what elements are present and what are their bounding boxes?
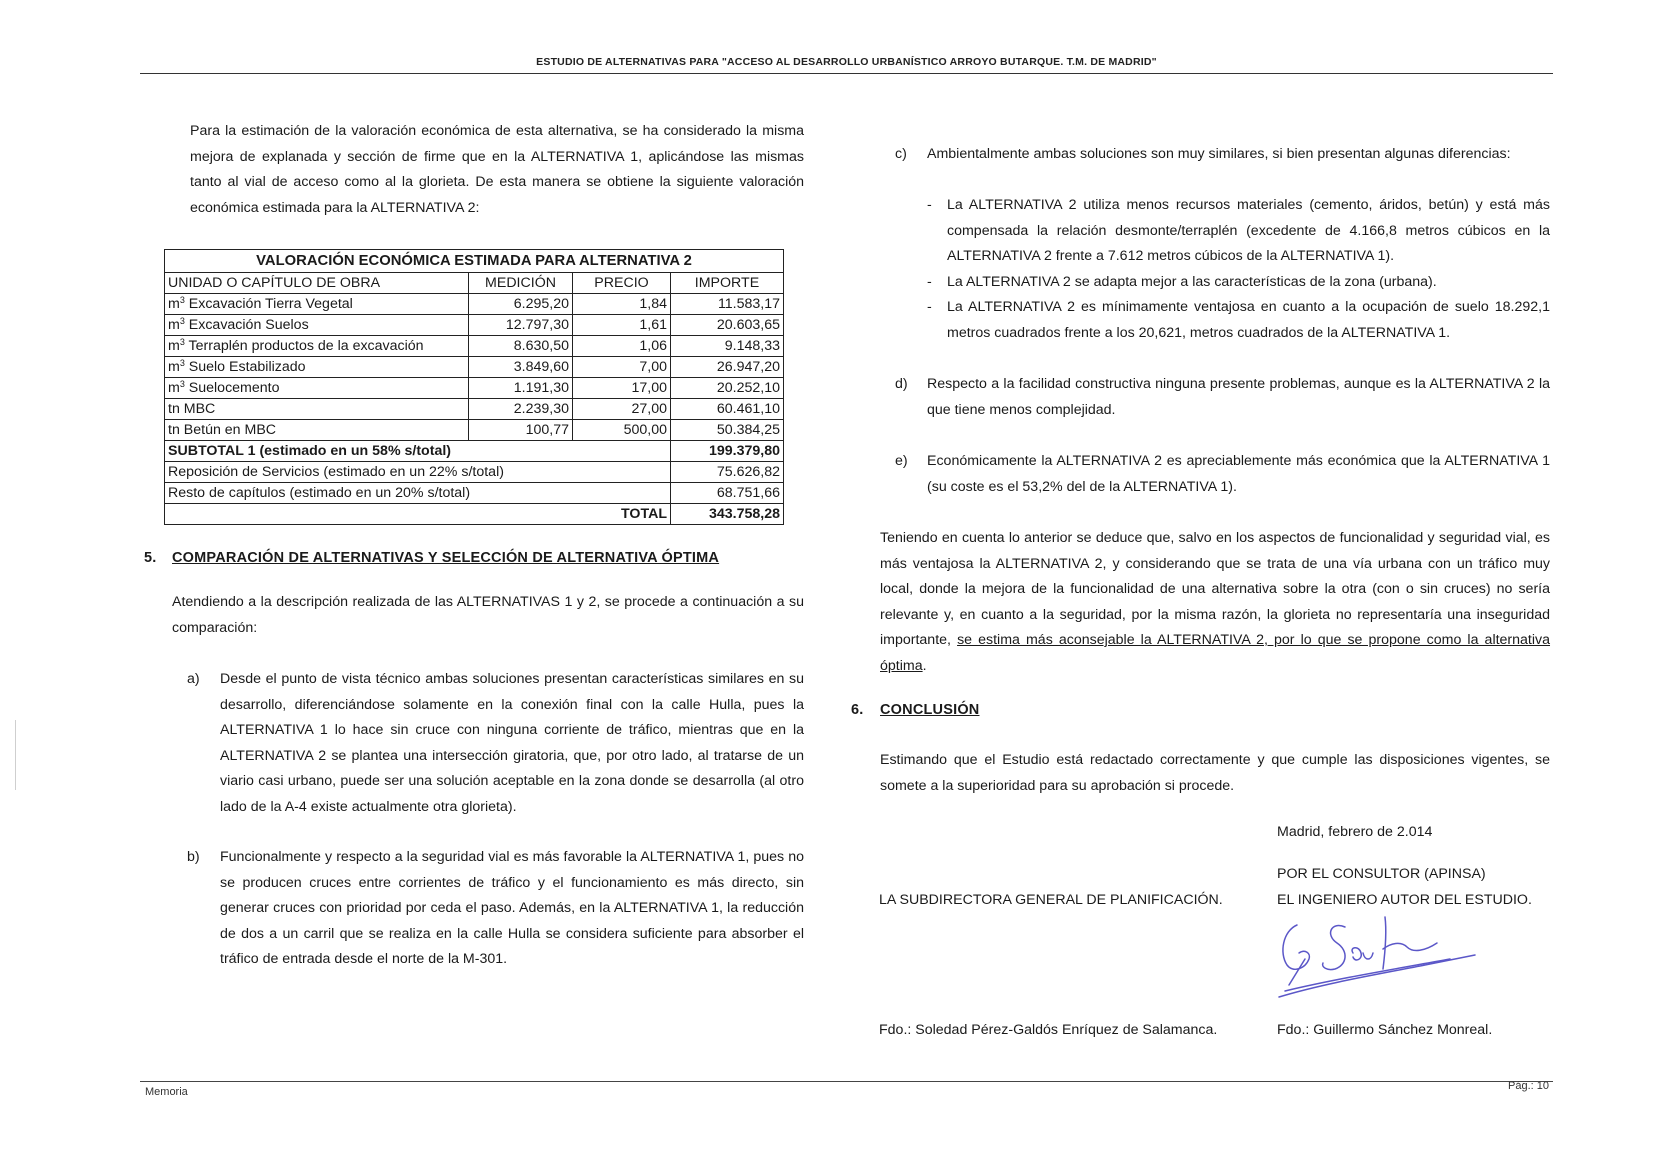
table-row	[165, 399, 784, 420]
row-unit: $m^3$ Suelocemento	[165, 378, 469, 399]
table-row	[165, 294, 784, 315]
item-b	[187, 845, 804, 973]
item-d-text: Respecto a la facilidad constructiva ninguna presente problemas, aunque es la ALTERNATIVA 2 la que tiene menos complejidad.	[927, 376, 1550, 418]
dash-item-3-text: La ALTERNATIVA 2 es mínimamente ventajosa en cuanto a la ocupación de suelo 18.292,1 metros cuadrados frente a los 20,621, metros cuadrados de la ALTERNATIVA 1.	[947, 299, 1550, 341]
row-medicion: 100,77	[469, 420, 573, 441]
row-precio: 1,61	[573, 315, 671, 336]
table-row	[165, 420, 784, 441]
header-rule	[140, 73, 1553, 74]
row-medicion: 3.849,60	[469, 357, 573, 378]
header-title: ESTUDIO DE ALTERNATIVAS PARA "ACCESO AL DESARROLLO URBANÍSTICO ARROYO BUTARQUE. T.M. DE MADRID"	[536, 56, 1157, 68]
row-precio: 1,06	[573, 336, 671, 357]
table-title-row	[165, 250, 784, 273]
row-importe: 20.603,65	[671, 315, 784, 336]
section-6-heading	[851, 702, 1551, 718]
row-precio: 17,00	[573, 378, 671, 399]
table-row	[165, 336, 784, 357]
reposicion-row	[165, 462, 784, 483]
row-importe: 9.148,33	[671, 336, 784, 357]
consultor-line-1: POR EL CONSULTOR (APINSA)	[1277, 866, 1486, 882]
scan-artifact	[15, 720, 16, 790]
conclusion-recommendation: se estima más aconsejable la ALTERNATIVA 2, por lo que se propone como la alternativa óptima	[880, 632, 1551, 674]
item-a	[187, 667, 804, 820]
signed-left: Fdo.: Soledad Pérez-Galdós Enríquez de Salamanca.	[879, 1022, 1218, 1038]
dash-marker: -	[927, 299, 932, 315]
section-5-heading	[144, 550, 804, 566]
row-unit: $m^3$ Excavación Suelos	[165, 315, 469, 336]
footer-rule	[140, 1081, 1553, 1082]
section-5-title: COMPARACIÓN DE ALTERNATIVAS Y SELECCIÓN DE ALTERNATIVA ÓPTIMA	[172, 550, 720, 566]
dash-item-2	[927, 270, 1550, 296]
intro-paragraph: Para la estimación de la valoración económica de esta alternativa, se ha considerado la misma mejora de explanada y sección de firme que en la ALTERNATIVA 1, aplicándose las mismas tanto al vial de acceso como al la glorieta. De esta manera se obtiene la siguiente valoración económica estimada para la ALTERNATIVA 2:	[190, 123, 804, 216]
table-row	[165, 315, 784, 336]
dash-item-2-text: La ALTERNATIVA 2 se adapta mejor a las características de la zona (urbana).	[947, 274, 1437, 290]
section-5-number: 5.	[144, 550, 157, 566]
total-row	[165, 504, 784, 525]
row-importe: 50.384,25	[671, 420, 784, 441]
comparison-intro: Atendiendo a la descripción realizada de las ALTERNATIVAS 1 y 2, se procede a continuación a su comparación:	[172, 594, 804, 636]
closing-paragraph: Estimando que el Estudio está redactado correctamente y que cumple las disposiciones vigentes, se somete a la superioridad para su aprobación si procede.	[880, 752, 1550, 794]
conclusion-paragraph	[880, 526, 1550, 679]
row-precio: 500,00	[573, 420, 671, 441]
row-medicion: 1.191,30	[469, 378, 573, 399]
total-label: TOTAL	[165, 504, 671, 525]
consultor-line-2: EL INGENIERO AUTOR DEL ESTUDIO.	[1277, 892, 1532, 908]
dash-item-1-text: La ALTERNATIVA 2 utiliza menos recursos materiales (cemento, áridos, betún) y está más compensada la relación desmonte/terraplén (excedente de 4.166,8 metros cúbicos en la ALTERNATIVA 2 frente a 7.612 metros cúbicos de la ALTERNATIVA 1).	[947, 197, 1550, 264]
row-importe: 20.252,10	[671, 378, 784, 399]
section-6-title: CONCLUSIÓN	[880, 702, 980, 718]
row-importe: 11.583,17	[671, 294, 784, 315]
table-title: VALORACIÓN ECONÓMICA ESTIMADA PARA ALTERNATIVA 2	[165, 250, 784, 273]
dash-item-3	[927, 295, 1550, 346]
table-row	[165, 378, 784, 399]
item-d	[895, 372, 1550, 423]
header-importe: IMPORTE	[671, 273, 784, 294]
resto-row	[165, 483, 784, 504]
row-unit: $m^3$ Excavación Tierra Vegetal	[165, 294, 469, 315]
reposicion-value: 75.626,82	[671, 462, 784, 483]
item-b-label: b)	[187, 849, 200, 865]
subtotal-row	[165, 441, 784, 462]
row-medicion: 6.295,20	[469, 294, 573, 315]
valuation-table	[164, 249, 784, 525]
item-e	[895, 449, 1550, 500]
row-unit: $m^3$ Terraplén productos de la excavación	[165, 336, 469, 357]
signed-right: Fdo.: Guillermo Sánchez Monreal.	[1277, 1022, 1493, 1038]
total-value: 343.758,28	[671, 504, 784, 525]
row-precio: 7,00	[573, 357, 671, 378]
item-c-label: c)	[895, 146, 907, 162]
date-line: Madrid, febrero de 2.014	[1277, 824, 1433, 840]
item-e-text: Económicamente la ALTERNATIVA 2 es apreciablemente más económica que la ALTERNATIVA 1 (su coste es el 53,2% del de la ALTERNATIVA 1).	[927, 453, 1550, 495]
header-unit: UNIDAD O CAPÍTULO DE OBRA	[165, 273, 469, 294]
row-medicion: 2.239,30	[469, 399, 573, 420]
item-e-label: e)	[895, 453, 908, 469]
section-6-number: 6.	[851, 702, 864, 718]
handwritten-signature	[1275, 913, 1515, 1003]
row-importe: 26.947,20	[671, 357, 784, 378]
row-medicion: 12.797,30	[469, 315, 573, 336]
row-unit: tn Betún en MBC	[165, 420, 469, 441]
dash-item-1	[927, 193, 1550, 270]
table-body	[165, 294, 784, 441]
row-unit: tn MBC	[165, 399, 469, 420]
row-importe: 60.461,10	[671, 399, 784, 420]
resto-value: 68.751,66	[671, 483, 784, 504]
footer-page-number: Pág.: 10	[1508, 1080, 1549, 1092]
row-precio: 27,00	[573, 399, 671, 420]
row-precio: 1,84	[573, 294, 671, 315]
table-header-row	[165, 273, 784, 294]
row-unit: $m^3$ Suelo Estabilizado	[165, 357, 469, 378]
header-precio: PRECIO	[573, 273, 671, 294]
item-a-text: Desde el punto de vista técnico ambas soluciones presentan características similares en su desarrollo, diferenciándose solamente en la conexión final con la calle Hulla, pues la ALTERNATIVA 1 lo hace sin cruce con ninguna corriente de tráfico, mientras que en la ALTERNATIVA 2 se plantea una intersección giratoria, que, por otro lado, al tratarse de un viario casi urbano, puede ser una solución aceptable en la zona donde se desarrolla (al otro lado de la A-4 existe actualmente otra glorieta).	[220, 671, 804, 815]
footer-section-name: Memoria	[145, 1086, 188, 1098]
subtotal-value: 199.379,80	[671, 441, 784, 462]
item-d-label: d)	[895, 376, 908, 392]
item-c-text: Ambientalmente ambas soluciones son muy similares, si bien presentan algunas diferencias:	[927, 146, 1511, 162]
header-medicion: MEDICIÓN	[469, 273, 573, 294]
reposicion-label: Reposición de Servicios (estimado en un 22% s/total)	[165, 462, 671, 483]
subtotal-label: SUBTOTAL 1 (estimado en un 58% s/total)	[165, 441, 671, 462]
conclusion-end: .	[922, 657, 927, 674]
resto-label: Resto de capítulos (estimado en un 20% s/total)	[165, 483, 671, 504]
dash-marker: -	[927, 274, 932, 290]
conclusion-text: Teniendo en cuenta lo anterior se deduce que, salvo en los aspectos de funcionalidad y seguridad vial, es más ventajosa la ALTERNATIVA 2, y considerando que se trata de una vía urbana con un tráfico muy local, donde la mejora de la funcionalidad de una alternativa sobre la otra (con o sin cruces) no sería relevante y, en cuanto a la seguridad, por la misma razón, la glorieta no representaría una inseguridad importante,	[880, 530, 1550, 648]
item-c	[895, 142, 1550, 168]
item-b-text: Funcionalmente y respecto a la seguridad vial es más favorable la ALTERNATIVA 1, pues no se producen cruces entre corrientes de tráfico y el funcionamiento es más directo, sin generar cruces con prioridad por ceda el paso. Además, en la ALTERNATIVA 1, la reducción de dos a un carril que se realiza en la calle Hulla se considera suficiente para absorber el tráfico de entrada desde el norte de la M-301.	[220, 849, 804, 967]
subdirectora-line: LA SUBDIRECTORA GENERAL DE PLANIFICACIÓN.	[879, 892, 1223, 908]
row-medicion: 8.630,50	[469, 336, 573, 357]
item-a-label: a)	[187, 671, 200, 687]
table-row	[165, 357, 784, 378]
dash-marker: -	[927, 197, 932, 213]
